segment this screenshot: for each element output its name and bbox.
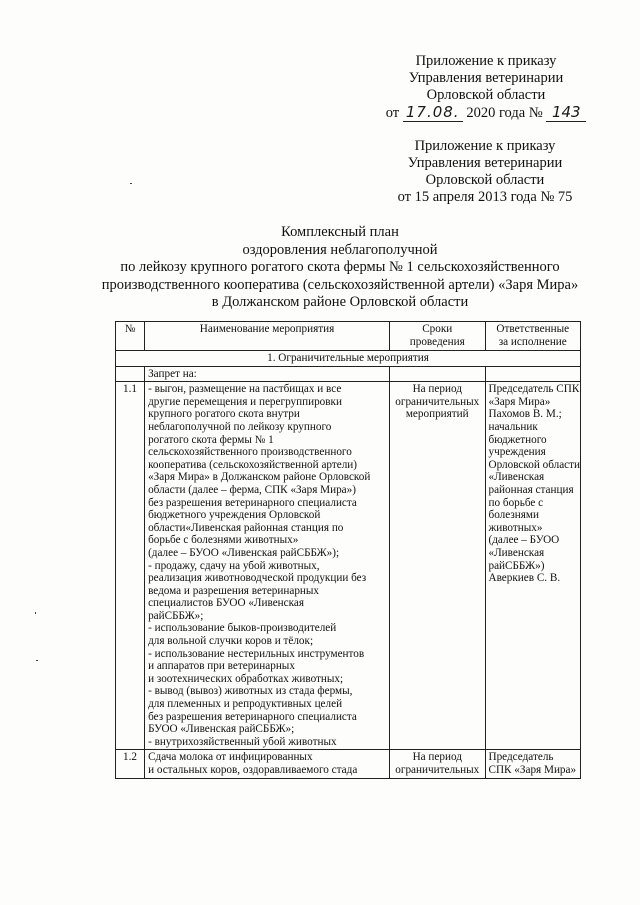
text-line: Аверкиев С. В. <box>488 572 561 585</box>
text-line: - продажу, сдачу на убой животных, <box>148 559 320 572</box>
title-line: в Должанском районе Орловской области <box>211 294 469 310</box>
row-number: 1.1 <box>116 382 145 750</box>
text-line: «Заря Мира» в Должанском районе Орловской <box>148 471 371 484</box>
text-line: бюджетного учреждения Орловской <box>148 509 321 522</box>
text-line: области (далее – ферма, СПК «Заря Мира») <box>148 483 356 496</box>
text-line: ведома и разрешения ветеринарных <box>148 584 320 597</box>
text-line: кооператива (сельскохозяйственной артели) <box>148 458 358 471</box>
cell-empty <box>116 366 145 382</box>
text-line: Пахомов В. М.; <box>488 408 562 421</box>
text-line: по борьбе с <box>488 496 544 509</box>
header-term-line: Сроки <box>422 323 453 335</box>
plan-table <box>115 321 581 779</box>
responsible-text <box>485 382 581 750</box>
annex-line: Управления ветеринарии <box>407 155 563 171</box>
text-line: и аппаратов при ветеринарных <box>148 660 295 673</box>
table-row <box>116 366 581 382</box>
scan-speck <box>36 660 38 661</box>
title-line: по лейкозу крупного рогатого скота фермы № 1 сельскохозяйственного <box>120 259 560 275</box>
responsible-text <box>485 750 581 778</box>
header-resp <box>485 322 581 351</box>
text-line: районная станция <box>488 483 574 496</box>
text-line: для вольной случки коров и тёлок; <box>148 635 314 648</box>
text-line: - внутрихозяйственный убой животных <box>148 735 337 748</box>
text-line: райСББЖ») <box>488 559 545 572</box>
header-term <box>390 322 485 351</box>
table-row <box>116 382 581 750</box>
text-line: без разрешения ветеринарного специалиста <box>148 710 357 723</box>
text-line: - использование быков-производителей <box>148 622 337 635</box>
text-line: (далее – БУОО «Ливенская райСББЖ»); <box>148 546 340 559</box>
text-line: борьбе с болезнями животных» <box>148 534 299 547</box>
row-number: 1.2 <box>116 750 145 778</box>
text-line: и остальных коров, оздоравливаемого стада <box>148 764 358 776</box>
text-line: (далее – БУОО <box>488 534 560 547</box>
annex-prefix: от <box>385 105 400 121</box>
ban-intro: Запрет на: <box>145 366 390 382</box>
annex-year-text: 2020 года № <box>466 105 543 121</box>
text-line: мероприятий <box>405 408 469 421</box>
text-line: ограничительных <box>395 395 480 408</box>
text-line: СПК «Заря Мира» <box>488 764 577 776</box>
text-line: На период <box>412 751 462 764</box>
text-line: реализация животноводческой продукции без <box>148 572 367 585</box>
text-line: крупного рогатого скота внутри <box>148 408 300 421</box>
text-line: учреждения <box>488 446 546 459</box>
text-line: болезнями <box>488 509 539 522</box>
annex-block-2020 <box>376 53 596 122</box>
title-line: оздоровления неблагополучной <box>242 241 438 258</box>
text-line: рогатого скота фермы № 1 <box>148 433 274 446</box>
text-line: другие перемещения и перегруппировки <box>148 395 342 408</box>
table-header-row <box>116 322 581 351</box>
text-line: бюджетного <box>488 433 547 446</box>
cell-empty <box>390 366 485 382</box>
text-line: для племенных и репродуктивных целей <box>148 698 343 711</box>
annex-line: Приложение к приказу <box>414 138 556 154</box>
term-text <box>390 382 485 750</box>
annex-line: Управления ветеринарии <box>408 70 564 86</box>
text-line: «Ливенская <box>488 471 545 484</box>
text-line: сельскохозяйственного производственного <box>148 446 352 459</box>
text-line: и зоотехнических обработках животных; <box>148 672 344 685</box>
header-num: № <box>116 322 145 351</box>
annex-line: Орловской области <box>426 87 546 103</box>
section-row <box>116 351 581 367</box>
annex-line: от 15 апреля 2013 года № 75 <box>397 189 573 205</box>
text-line: специалистов БУОО «Ливенская <box>148 597 304 610</box>
measure-text <box>145 750 390 778</box>
annex-block-2013 <box>374 138 596 206</box>
header-resp-line: за исполнение <box>498 335 567 348</box>
text-line: Сдача молока от инфицированных <box>148 751 313 764</box>
text-line: - выгон, размещение на пастбищах и все <box>148 383 342 396</box>
header-name: Наименование мероприятия <box>145 322 390 351</box>
text-line: Председатель <box>488 751 554 764</box>
handwritten-date: 17.08. <box>403 104 463 122</box>
document-title <box>100 224 580 312</box>
text-line: начальник <box>488 420 538 433</box>
text-line: райСББЖ»; <box>148 609 204 622</box>
table-row <box>116 750 581 778</box>
text-line: Орловской области <box>488 458 581 471</box>
section-title: 1. Ограничительные мероприятия <box>116 351 581 367</box>
text-line: Председатель СПК <box>488 383 580 396</box>
text-line: неблагополучной по лейкозу крупного <box>148 420 332 433</box>
term-text <box>390 750 485 778</box>
measure-text <box>145 382 390 750</box>
header-resp-line: Ответственные <box>496 323 570 335</box>
text-line: «Ливенская <box>488 546 545 559</box>
header-term-line: проведения <box>409 335 465 348</box>
text-line: На период <box>412 383 462 396</box>
text-line: области«Ливенская районная станция по <box>148 521 344 534</box>
text-line: животных» <box>488 521 543 534</box>
handwritten-number: 143 <box>546 104 586 122</box>
text-line: ограничительных <box>395 764 480 776</box>
text-line: - использование нестерильных инструментов <box>148 647 365 660</box>
text-line: - вывод (вывоз) животных из стада фермы, <box>148 685 353 698</box>
annex-date-line <box>376 104 596 122</box>
annex-line: Приложение к приказу <box>415 53 557 69</box>
title-line: производственного кооператива (сельскохозяйственной артели) «Заря Мира» <box>101 276 579 293</box>
scan-speck <box>130 183 132 184</box>
scan-speck <box>35 612 36 614</box>
annex-line: Орловской области <box>425 172 545 188</box>
text-line: БУОО «Ливенская райСББЖ»; <box>148 723 295 736</box>
text-line: «Заря Мира» <box>488 395 551 408</box>
title-line: Комплексный план <box>281 224 399 240</box>
text-line: без разрешения ветеринарного специалиста <box>148 496 357 509</box>
cell-empty <box>485 366 581 382</box>
